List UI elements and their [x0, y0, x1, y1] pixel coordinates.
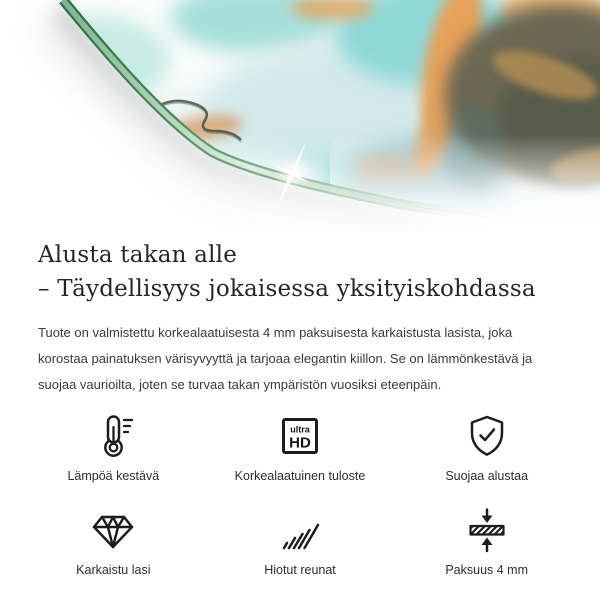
glass-disc-illustration — [0, 0, 600, 232]
feature-grid — [20, 412, 580, 578]
polished-edges-icon — [276, 506, 324, 554]
hero-product-image — [0, 0, 600, 232]
feature-protects-base — [393, 412, 580, 484]
feature-label: Suojaa alustaa — [445, 469, 529, 483]
feature-label: Korkealaatuinen tuloste — [234, 469, 366, 483]
product-description: Tuote on valmistettu korkealaatuisesta 4 mm paksuisesta karkaistusta lasista, joka korostaa painatuksen värisyvyyttä ja tarjoaa elegantin kiillon. Se on lämmönkestävä ja suojaa vaurioilta, joten se turvaa takan ympäristön vuosiksi eteenpäin. — [38, 325, 533, 392]
feature-polished-edges — [207, 506, 394, 578]
shield-check-icon — [463, 412, 511, 460]
feature-label: Lämpöä kestävä — [67, 469, 160, 483]
feature-thickness — [393, 506, 580, 578]
ultra-hd-icon — [276, 412, 324, 460]
page-title-line2: – Täydellisyys jokaisessa yksityiskohdassa — [38, 276, 536, 302]
svg-text:HD: HD — [289, 434, 311, 452]
svg-text:ultra: ultra — [290, 424, 310, 435]
thermometer-icon — [89, 412, 137, 460]
thickness-icon — [463, 506, 511, 554]
feature-label: Hiotut reunat — [264, 563, 336, 577]
feature-label: Paksuus 4 mm — [445, 563, 528, 577]
feature-heat-resistant — [20, 412, 207, 484]
diamond-icon — [89, 506, 137, 554]
page-title-line1: Alusta takan alle — [38, 242, 238, 268]
feature-label: Karkaistu lasi — [76, 563, 151, 577]
feature-tempered-glass — [20, 506, 207, 578]
page-title — [38, 238, 562, 306]
feature-high-quality-print — [207, 412, 394, 484]
